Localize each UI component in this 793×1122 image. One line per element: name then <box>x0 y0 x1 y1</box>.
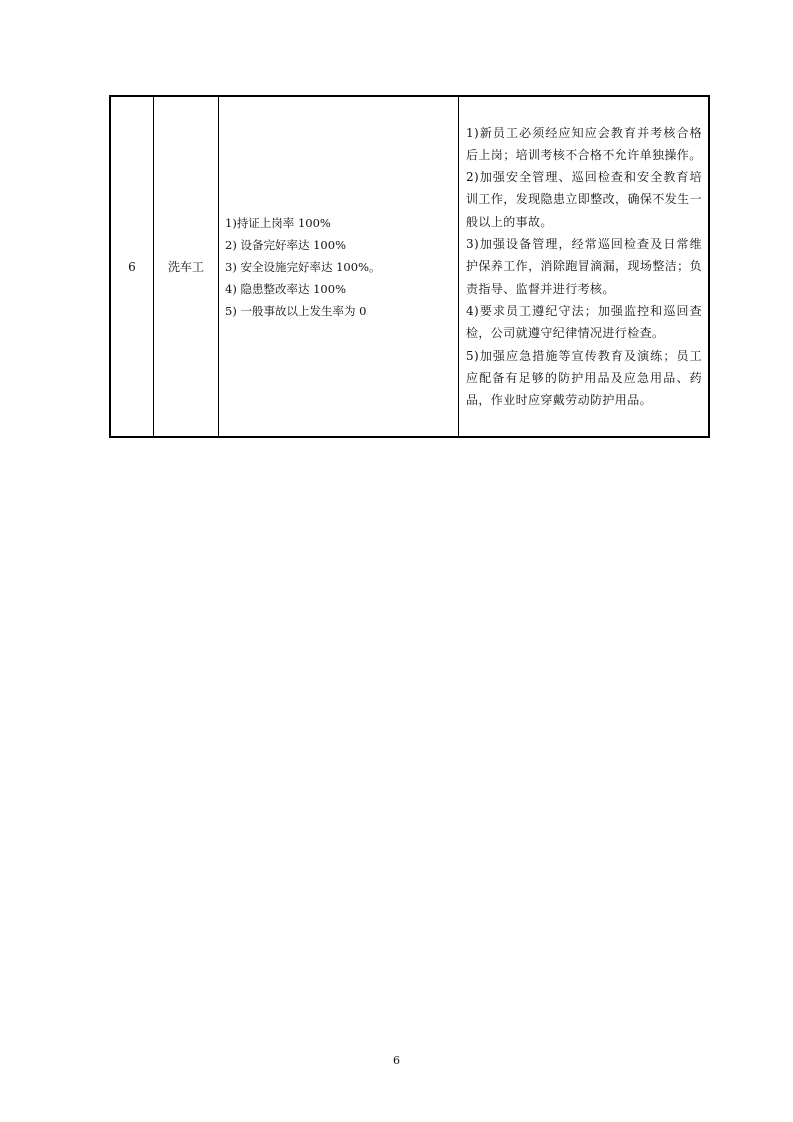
measure-list <box>466 122 702 412</box>
measure-item: 1)新员工必须经应知应会教育并考核合格后上岗；培训考核不合格不允许单独操作。 <box>466 125 702 162</box>
target-item: 5) 一般事故以上发生率为 0 <box>225 303 367 318</box>
target-item: 1)持证上岗率 100% <box>225 215 331 230</box>
measure-item: 4)要求员工遵纪守法；加强监控和巡回查检，公司就遵守纪律情况进行检查。 <box>466 303 702 341</box>
measure-item: 2)加强安全管理、巡回检查和安全教育培训工作，发现隐患立即整改，确保不发生一般以上的事故。 <box>466 170 702 229</box>
page-number: 6 <box>393 1054 400 1067</box>
target-list <box>225 212 381 322</box>
targets-cell <box>219 97 459 436</box>
target-item: 4) 隐患整改率达 100% <box>225 281 346 296</box>
row-number-cell <box>111 97 154 436</box>
measures-cell <box>459 97 708 436</box>
role-name: 洗车工 <box>167 260 204 274</box>
target-item: 3) 安全设施完好率达 100%。 <box>225 259 381 274</box>
target-item: 2) 设备完好率达 100% <box>225 237 346 252</box>
row-number: 6 <box>128 259 136 274</box>
measure-item: 5)加强应急措施等宣传教育及演练；员工应配备有足够的防护用品及应急用品、药品，作业时应穿戴劳动防护用品。 <box>466 348 702 408</box>
role-cell <box>154 97 219 436</box>
responsibility-table <box>109 95 710 438</box>
measure-item: 3)加强设备管理，经常巡回检查及日常维护保养工作，消除跑冒滴漏，现场整洁；负责指导、监督并进行考核。 <box>466 237 702 296</box>
